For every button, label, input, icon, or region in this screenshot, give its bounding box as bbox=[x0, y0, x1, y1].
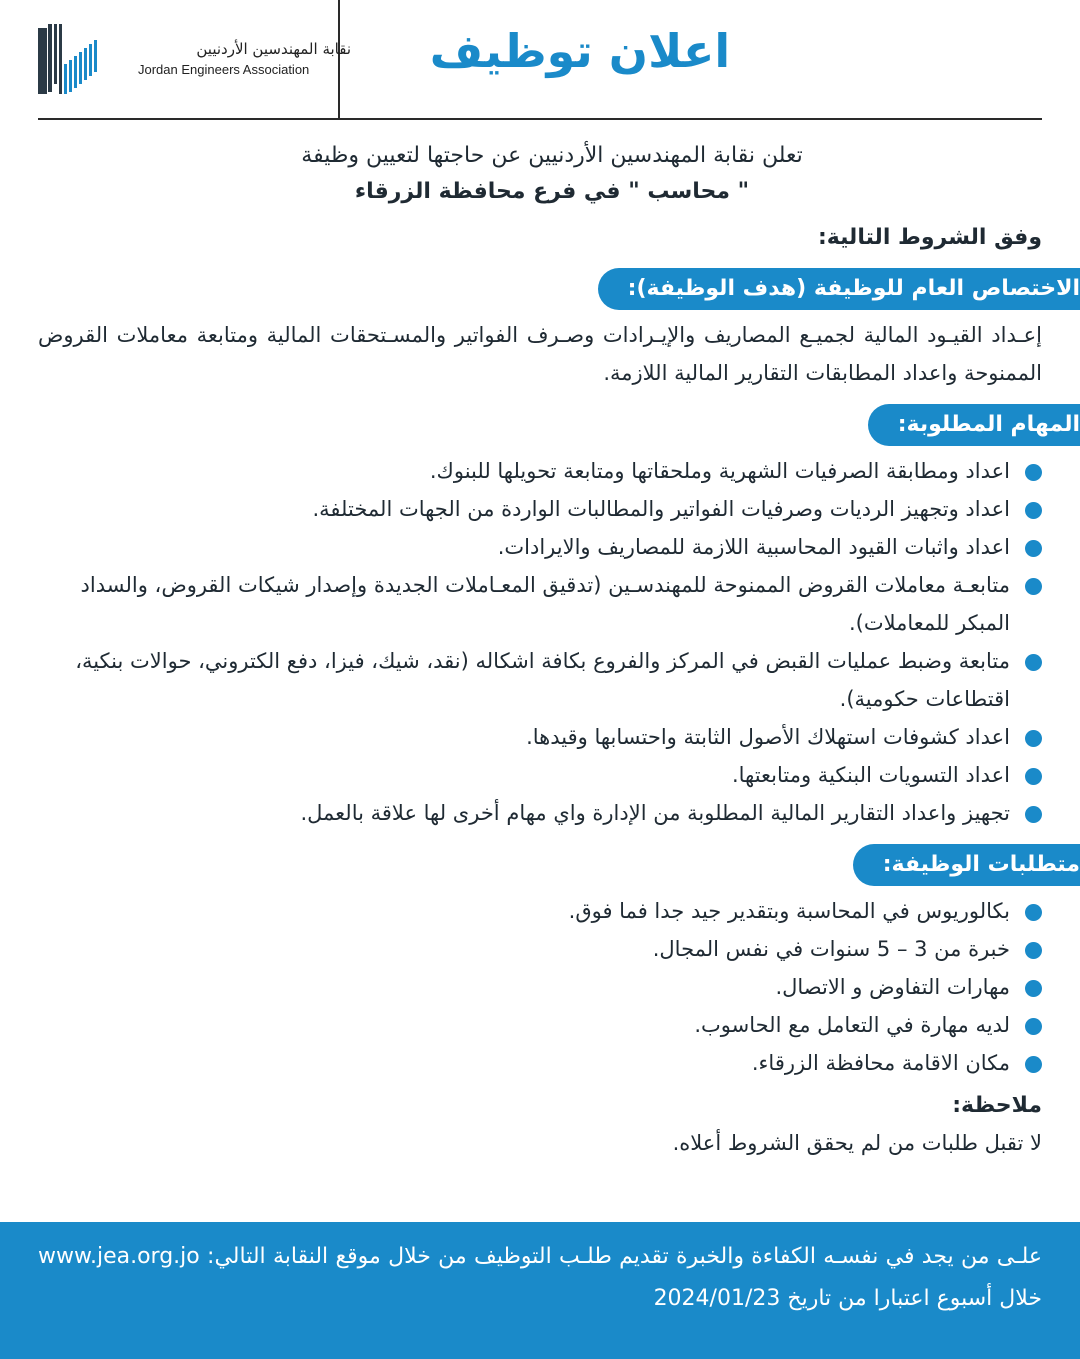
logo-text-arabic: نقابة المهندسين الأردنيين bbox=[196, 40, 351, 58]
list-item: متابعة وضبط عمليات القبض في المركز والفروع بكافة اشكاله (نقد، شيك، فيزا، دفع الكتروني، حوالات بنكية، اقتطاعات حكومية). bbox=[38, 642, 1042, 718]
list-item: مهارات التفاوض و الاتصال. bbox=[38, 968, 1042, 1006]
intro-line-2: " محاسب " في فرع محافظة الزرقاء bbox=[354, 179, 750, 204]
header bbox=[0, 0, 1080, 120]
requirements-list bbox=[38, 892, 1042, 1082]
jea-logo-icon bbox=[36, 20, 100, 100]
footer-text: علـى من يجد في نفسـه الكفاءة والخبرة تقديم طلـب التوظيف من خلال موقع النقابة التالي: www.jea.org.jo خلال أسبوع اعتبارا من تاريخ 2024/01/23 bbox=[38, 1244, 1042, 1311]
list-item: تجهيز واعداد التقارير المالية المطلوبة من الإدارة واي مهام أخرى لها علاقة بالعمل. bbox=[38, 794, 1042, 832]
page-title: اعلان توظيف bbox=[429, 24, 731, 78]
list-item: خبرة من 3 – 5 سنوات في نفس المجال. bbox=[38, 930, 1042, 968]
list-item: اعداد كشوفات استهلاك الأصول الثابتة واحتسابها وقيدها. bbox=[38, 718, 1042, 756]
list-item: اعداد ومطابقة الصرفيات الشهرية وملحقاتها ومتابعة تحويلها للبنوك. bbox=[38, 452, 1042, 490]
list-item: اعداد واثبات القيود المحاسبية اللازمة للمصاريف والايرادات. bbox=[38, 528, 1042, 566]
list-item: متابعـة معاملات القروض الممنوحة للمهندسـين (تدقيق المعـاملات الجديدة وإصدار شيكات القروض، والسداد المبكر للمعاملات). bbox=[38, 566, 1042, 642]
logo-text-english: Jordan Engineers Association bbox=[138, 62, 310, 77]
header-divider-vertical bbox=[338, 0, 340, 118]
footer-banner bbox=[0, 1222, 1080, 1359]
conditions-heading: وفق الشروط التالية: bbox=[817, 225, 1042, 250]
section-requirements-heading: متطلبات الوظيفة: bbox=[853, 844, 1080, 886]
header-divider-horizontal bbox=[38, 118, 1042, 120]
list-item: اعداد التسويات البنكية ومتابعتها. bbox=[38, 756, 1042, 794]
note-text: لا تقبل طلبات من لم يحقق الشروط أعلاه. bbox=[672, 1131, 1042, 1155]
announcement-body bbox=[38, 138, 1080, 1162]
tasks-list bbox=[38, 452, 1042, 832]
jea-logo bbox=[36, 20, 351, 100]
specialty-text: إعـداد القيـود المالية لجميـع المصاريف والإيـرادات وصـرف الفواتير والمسـتحقات المالية ومتابعة معاملات القروض الممنوحة واعداد المطابقات التقارير المالية اللازمة. bbox=[38, 323, 1042, 385]
list-item: اعداد وتجهيز الرديات وصرفيات الفواتير والمطالبات الواردة من الجهات المختلفة. bbox=[38, 490, 1042, 528]
section-tasks-heading: المهام المطلوبة: bbox=[868, 404, 1080, 446]
intro bbox=[172, 138, 932, 210]
list-item: مكان الاقامة محافظة الزرقاء. bbox=[38, 1044, 1042, 1082]
intro-line-1: تعلن نقابة المهندسين الأردنيين عن حاجتها لتعيين وظيفة bbox=[301, 143, 803, 168]
list-item: لديه مهارة في التعامل مع الحاسوب. bbox=[38, 1006, 1042, 1044]
list-item: بكالوريوس في المحاسبة وبتقدير جيد جدا فما فوق. bbox=[38, 892, 1042, 930]
note-heading: ملاحظة: bbox=[952, 1093, 1042, 1118]
section-specialty-heading: الاختصاص العام للوظيفة (هدف الوظيفة): bbox=[598, 268, 1080, 310]
